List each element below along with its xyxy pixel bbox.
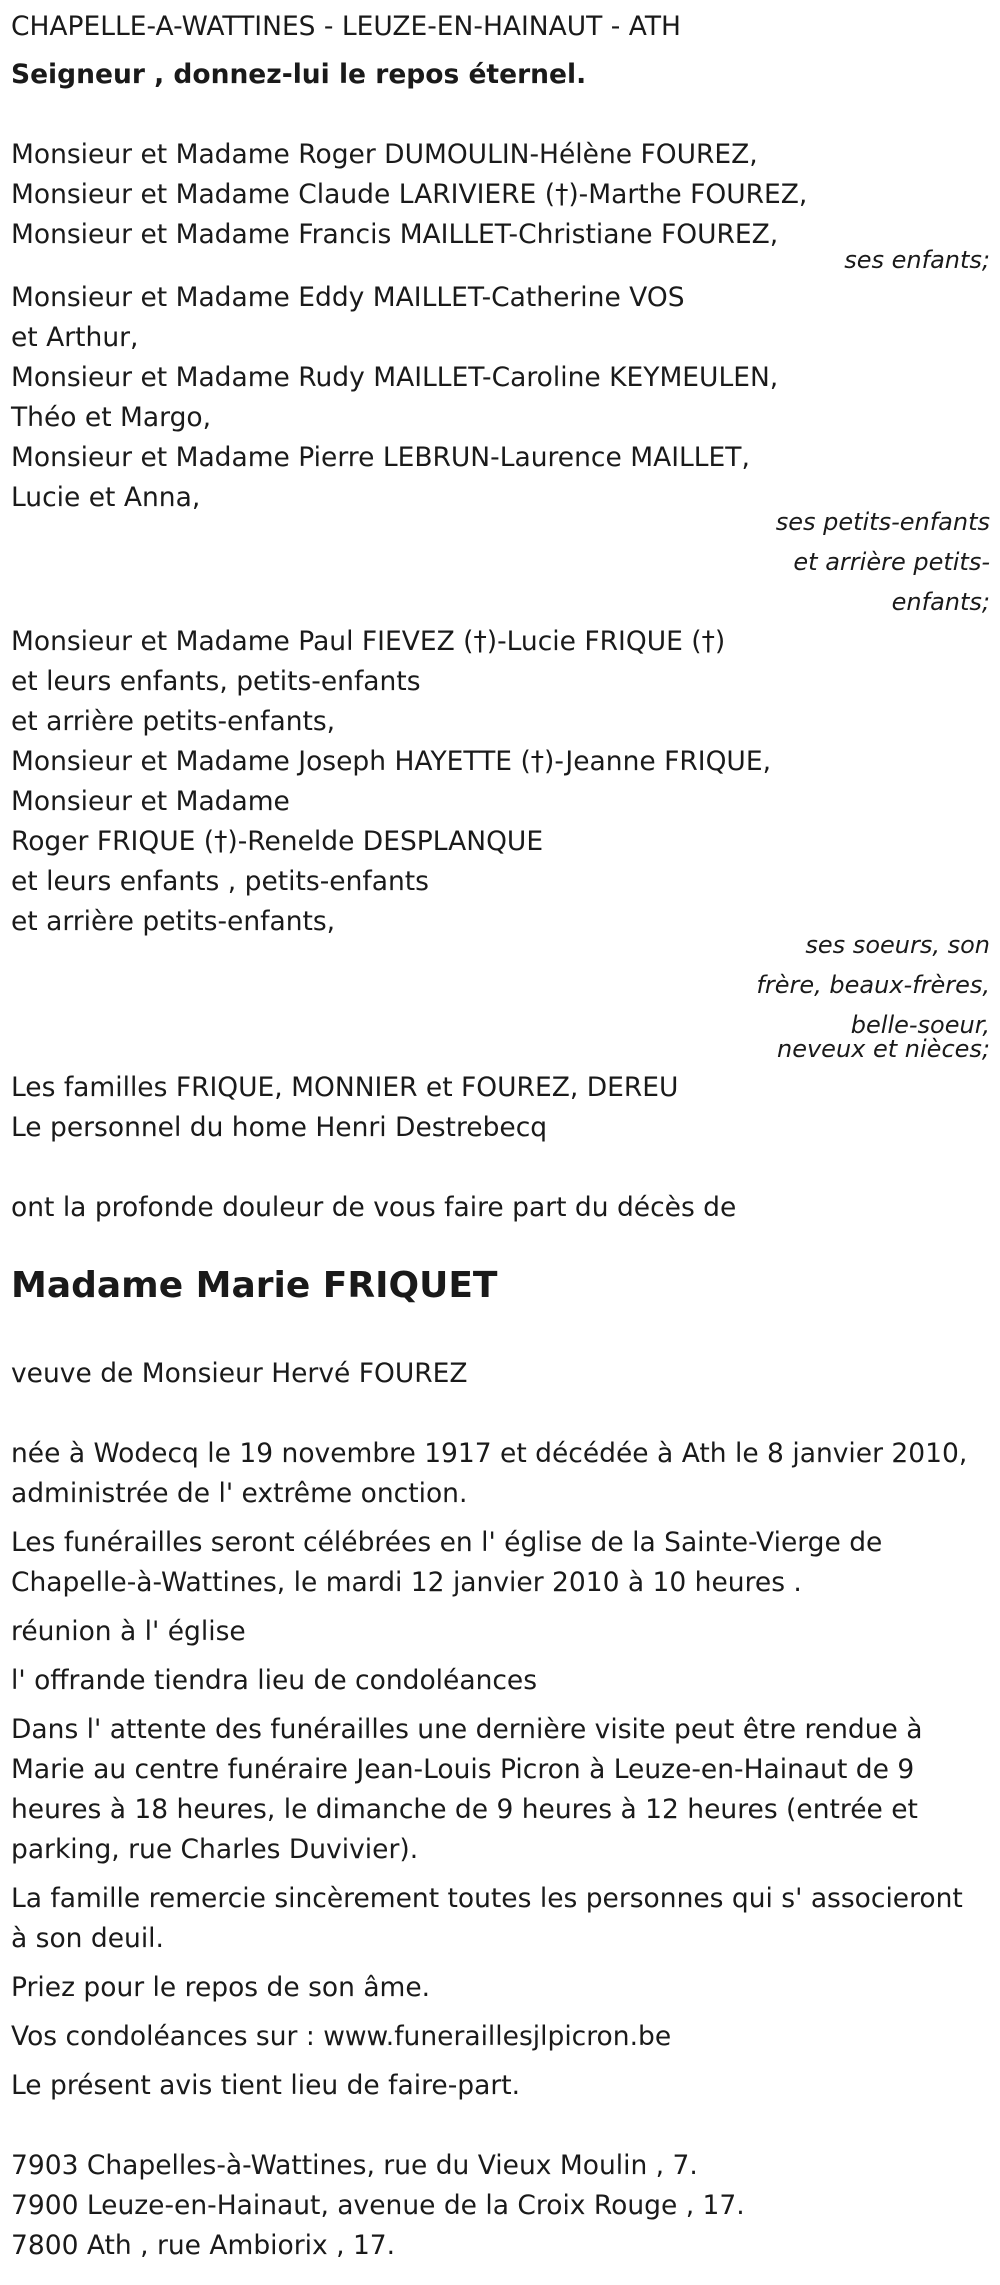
prayer-heading: Seigneur , donnez-lui le repos éternel.	[11, 59, 587, 90]
siblings-line: et leurs enfants , petits-enfants	[11, 866, 429, 897]
siblings-role: belle-soeur,	[850, 1011, 990, 1039]
siblings-role: neveux et nièces;	[777, 1035, 990, 1063]
siblings-line: et leurs enfants, petits-enfants	[11, 666, 421, 697]
grandchildren-line: Monsieur et Madame Eddy MAILLET-Catherine VOS	[11, 282, 685, 313]
visit-line: Marie au centre funéraire Jean-Louis Picron à Leuze-en-Hainaut de 9	[11, 1754, 915, 1785]
thanks-line: La famille remercie sincèrement toutes les personnes qui s' associeront	[11, 1883, 963, 1914]
grandchildren-role: et arrière petits-	[793, 548, 990, 576]
children-line: Monsieur et Madame Francis MAILLET-Christiane FOUREZ,	[11, 219, 779, 250]
siblings-role: ses soeurs, son	[805, 931, 990, 959]
visit-line: heures à 18 heures, le dimanche de 9 heures à 12 heures (entrée et	[11, 1794, 918, 1825]
children-line: Monsieur et Madame Roger DUMOULIN-Hélène FOUREZ,	[11, 139, 758, 170]
funeral-line: Les funérailles seront célébrées en l' église de la Sainte-Vierge de	[11, 1527, 883, 1558]
grandchildren-role: ses petits-enfants	[775, 508, 990, 536]
pray-line: Priez pour le repos de son âme.	[11, 1972, 431, 2003]
grandchildren-line: et Arthur,	[11, 322, 139, 353]
address-line: 7900 Leuze-en-Hainaut, avenue de la Croix Rouge , 17.	[11, 2190, 745, 2221]
grandchildren-line: Lucie et Anna,	[11, 482, 201, 513]
siblings-line: Monsieur et Madame Joseph HAYETTE (†)-Jeanne FRIQUE,	[11, 746, 771, 777]
siblings-line: et arrière petits-enfants,	[11, 706, 336, 737]
address-line: 7903 Chapelles-à-Wattines, rue du Vieux Moulin , 7.	[11, 2150, 698, 2181]
siblings-line: et arrière petits-enfants,	[11, 906, 336, 937]
address-line: 7800 Ath , rue Ambiorix , 17.	[11, 2230, 396, 2261]
place-heading: CHAPELLE-A-WATTINES - LEUZE-EN-HAINAUT - ATH	[11, 11, 681, 42]
grandchildren-line: Théo et Margo,	[11, 402, 212, 433]
families-line: Le personnel du home Henri Destrebecq	[11, 1112, 548, 1143]
notice-line: Le présent avis tient lieu de faire-part.	[11, 2070, 521, 2101]
siblings-line: Roger FRIQUE (†)-Renelde DESPLANQUE	[11, 826, 544, 857]
offering-line: l' offrande tiendra lieu de condoléances	[11, 1665, 538, 1696]
grandchildren-line: Monsieur et Madame Pierre LEBRUN-Laurence MAILLET,	[11, 442, 750, 473]
grandchildren-role: enfants;	[891, 588, 990, 616]
siblings-role: frère, beaux-frères,	[756, 971, 990, 999]
widow-of: veuve de Monsieur Hervé FOUREZ	[11, 1358, 468, 1389]
birth-death-line: née à Wodecq le 19 novembre 1917 et décédée à Ath le 8 janvier 2010,	[11, 1438, 968, 1469]
visit-line: Dans l' attente des funérailles une dernière visite peut être rendue à	[11, 1714, 923, 1745]
visit-line: parking, rue Charles Duvivier).	[11, 1834, 419, 1865]
announcement: ont la profonde douleur de vous faire part du décès de	[11, 1192, 737, 1223]
thanks-line: à son deuil.	[11, 1923, 164, 1954]
siblings-line: Monsieur et Madame	[11, 786, 290, 817]
siblings-line: Monsieur et Madame Paul FIEVEZ (†)-Lucie FRIQUE (†)	[11, 626, 726, 657]
condolences-line: Vos condoléances sur : www.funeraillesjlpicron.be	[11, 2021, 672, 2052]
meeting-line: réunion à l' église	[11, 1616, 246, 1647]
birth-death-line: administrée de l' extrême onction.	[11, 1478, 468, 1509]
grandchildren-line: Monsieur et Madame Rudy MAILLET-Caroline KEYMEULEN,	[11, 362, 779, 393]
children-role: ses enfants;	[844, 246, 990, 274]
families-line: Les familles FRIQUE, MONNIER et FOUREZ, DEREU	[11, 1072, 679, 1103]
funeral-line: Chapelle-à-Wattines, le mardi 12 janvier 2010 à 10 heures .	[11, 1567, 802, 1598]
children-line: Monsieur et Madame Claude LARIVIERE (†)-Marthe FOUREZ,	[11, 179, 808, 210]
deceased-name: Madame Marie FRIQUET	[11, 1265, 498, 1306]
